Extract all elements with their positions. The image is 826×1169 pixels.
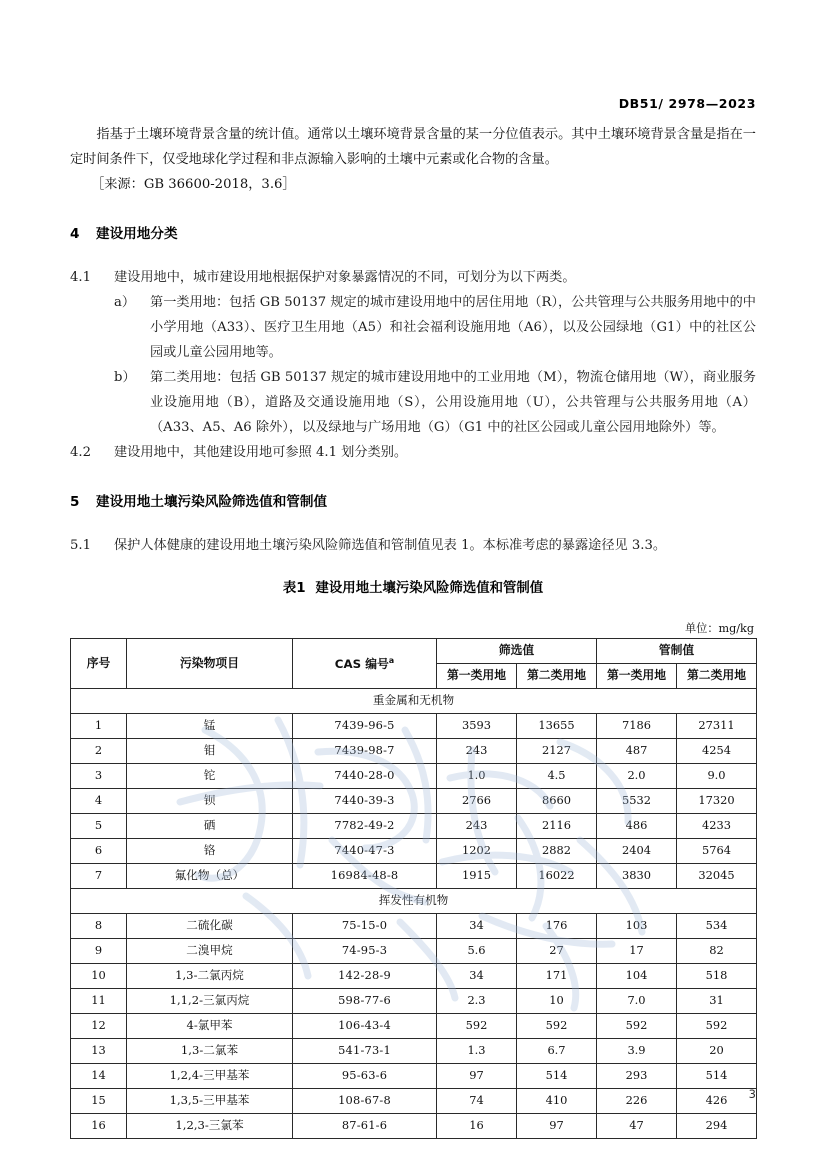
- cell-cas-number: 7440-47-3: [293, 839, 437, 864]
- cell-screening-land-1: 3593: [437, 714, 517, 739]
- clause-5-number: 5: [70, 494, 80, 510]
- clause-5-heading: [70, 491, 756, 513]
- cell-screening-land-2: 171: [517, 964, 597, 989]
- cell-cas-number: 7439-98-7: [293, 739, 437, 764]
- cell-control-land-1: 293: [597, 1064, 677, 1089]
- clause-4-2-text: 建设用地中，其他建设用地可参照 4.1 划分类别。: [114, 445, 408, 460]
- cell-control-land-2: 5764: [677, 839, 757, 864]
- cell-control-land-1: 592: [597, 1014, 677, 1039]
- cell-screening-land-1: 592: [437, 1014, 517, 1039]
- table-row: [71, 1064, 757, 1089]
- cell-pollutant-name: 钼: [127, 739, 293, 764]
- cell-seq: 3: [71, 764, 127, 789]
- cell-control-land-1: 3.9: [597, 1039, 677, 1064]
- cell-screening-land-1: 16: [437, 1114, 517, 1139]
- table-section-row: [71, 889, 757, 914]
- cell-pollutant-name: 二溴甲烷: [127, 939, 293, 964]
- col-header-cas: [293, 639, 437, 689]
- cell-seq: 14: [71, 1064, 127, 1089]
- cell-screening-land-2: 6.7: [517, 1039, 597, 1064]
- table-row: [71, 1014, 757, 1039]
- cell-cas-number: 7439-96-5: [293, 714, 437, 739]
- cell-screening-land-2: 8660: [517, 789, 597, 814]
- cell-pollutant-name: 1,2,4-三甲基苯: [127, 1064, 293, 1089]
- cell-control-land-2: 9.0: [677, 764, 757, 789]
- table-row: [71, 1039, 757, 1064]
- clause-4-number: 4: [70, 226, 80, 242]
- cell-cas-number: 541-73-1: [293, 1039, 437, 1064]
- cell-control-land-1: 7186: [597, 714, 677, 739]
- table-caption-title: 建设用地土壤污染风险筛选值和管制值: [315, 581, 544, 596]
- clause-4-1-label: 4.1: [70, 270, 91, 285]
- col-header-control-land-2: 第二类用地: [677, 664, 757, 689]
- cell-pollutant-name: 1,3-二氯苯: [127, 1039, 293, 1064]
- cell-pollutant-name: 4-氯甲苯: [127, 1014, 293, 1039]
- table-section-row: [71, 689, 757, 714]
- col-header-control: 管制值: [597, 639, 757, 664]
- table-row: [71, 714, 757, 739]
- clause-5-title: 建设用地土壤污染风险筛选值和管制值: [96, 494, 328, 510]
- col-header-control-land-1: 第一类用地: [597, 664, 677, 689]
- table-header-row-1: [71, 639, 757, 664]
- cell-control-land-2: 534: [677, 914, 757, 939]
- table-row: [71, 789, 757, 814]
- cell-pollutant-name: 1,2,3-三氯苯: [127, 1114, 293, 1139]
- clause-4-1-text: 建设用地中，城市建设用地根据保护对象暴露情况的不同，可划分为以下两类。: [114, 270, 576, 285]
- cell-pollutant-name: 氟化物（总）: [127, 864, 293, 889]
- table-row: [71, 964, 757, 989]
- cell-pollutant-name: 1,3,5-三甲基苯: [127, 1089, 293, 1114]
- cell-control-land-2: 592: [677, 1014, 757, 1039]
- table-row: [71, 989, 757, 1014]
- cell-control-land-2: 17320: [677, 789, 757, 814]
- cell-screening-land-2: 97: [517, 1114, 597, 1139]
- cell-cas-number: 74-95-3: [293, 939, 437, 964]
- page-content: [70, 122, 756, 1139]
- cell-control-land-2: 27311: [677, 714, 757, 739]
- cell-pollutant-name: 1,3-二氯丙烷: [127, 964, 293, 989]
- cell-cas-number: 16984-48-8: [293, 864, 437, 889]
- cell-seq: 13: [71, 1039, 127, 1064]
- cell-control-land-1: 5532: [597, 789, 677, 814]
- cell-seq: 4: [71, 789, 127, 814]
- cell-control-land-1: 104: [597, 964, 677, 989]
- table-section-title: 重金属和无机物: [71, 689, 757, 714]
- table-row: [71, 1114, 757, 1139]
- cell-screening-land-1: 74: [437, 1089, 517, 1114]
- cell-seq: 6: [71, 839, 127, 864]
- cell-control-land-2: 518: [677, 964, 757, 989]
- cell-control-land-1: 3830: [597, 864, 677, 889]
- table-row: [71, 764, 757, 789]
- cell-seq: 16: [71, 1114, 127, 1139]
- table-caption-number: 表1: [282, 581, 306, 596]
- cell-seq: 15: [71, 1089, 127, 1114]
- cell-pollutant-name: 钡: [127, 789, 293, 814]
- list-item: [114, 365, 756, 440]
- cell-seq: 7: [71, 864, 127, 889]
- cell-seq: 10: [71, 964, 127, 989]
- cell-screening-land-1: 243: [437, 814, 517, 839]
- cell-control-land-1: 226: [597, 1089, 677, 1114]
- cell-screening-land-2: 16022: [517, 864, 597, 889]
- cell-control-land-1: 2.0: [597, 764, 677, 789]
- cell-screening-land-2: 10: [517, 989, 597, 1014]
- cell-screening-land-2: 4.5: [517, 764, 597, 789]
- cell-control-land-1: 7.0: [597, 989, 677, 1014]
- table-head: [71, 639, 757, 689]
- cell-screening-land-1: 97: [437, 1064, 517, 1089]
- cell-screening-land-2: 176: [517, 914, 597, 939]
- cell-seq: 8: [71, 914, 127, 939]
- clause-5-1: [70, 533, 756, 558]
- col-header-seq: 序号: [71, 639, 127, 689]
- col-header-screening-land-2: 第二类用地: [517, 664, 597, 689]
- table-caption: [70, 578, 756, 600]
- cell-screening-land-2: 13655: [517, 714, 597, 739]
- table-row: [71, 939, 757, 964]
- col-header-screening-land-1: 第一类用地: [437, 664, 517, 689]
- cell-control-land-2: 514: [677, 1064, 757, 1089]
- table-row: [71, 814, 757, 839]
- cell-screening-land-2: 27: [517, 939, 597, 964]
- cell-control-land-2: 82: [677, 939, 757, 964]
- list-item: [114, 290, 756, 365]
- table-row: [71, 1089, 757, 1114]
- clause-4-heading: [70, 223, 756, 245]
- cell-cas-number: 598-77-6: [293, 989, 437, 1014]
- col-header-screening: 筛选值: [437, 639, 597, 664]
- running-header-standard-code: DB51/ 2978—2023: [618, 96, 756, 111]
- cell-cas-number: 106-43-4: [293, 1014, 437, 1039]
- cell-pollutant-name: 二硫化碳: [127, 914, 293, 939]
- cell-screening-land-1: 1915: [437, 864, 517, 889]
- table-section-title: 挥发性有机物: [71, 889, 757, 914]
- cell-cas-number: 7782-49-2: [293, 814, 437, 839]
- col-header-pollutant: 污染物项目: [127, 639, 293, 689]
- cell-cas-number: 75-15-0: [293, 914, 437, 939]
- cell-screening-land-2: 410: [517, 1089, 597, 1114]
- cell-screening-land-2: 2882: [517, 839, 597, 864]
- cell-control-land-2: 32045: [677, 864, 757, 889]
- cell-screening-land-1: 243: [437, 739, 517, 764]
- cell-cas-number: 7440-28-0: [293, 764, 437, 789]
- cell-control-land-1: 2404: [597, 839, 677, 864]
- cell-control-land-2: 4254: [677, 739, 757, 764]
- cell-cas-number: 108-67-8: [293, 1089, 437, 1114]
- cell-control-land-1: 103: [597, 914, 677, 939]
- clause-5-1-text: 保护人体健康的建设用地土壤污染风险筛选值和管制值见表 1。本标准考虑的暴露途径见 3.3。: [114, 538, 667, 553]
- clause-4-1: [70, 265, 756, 290]
- clause-4-2-label: 4.2: [70, 445, 91, 460]
- cell-control-land-2: 426: [677, 1089, 757, 1114]
- cell-screening-land-1: 5.6: [437, 939, 517, 964]
- clause-5-1-label: 5.1: [70, 538, 91, 553]
- cell-screening-land-1: 34: [437, 964, 517, 989]
- cell-seq: 1: [71, 714, 127, 739]
- cell-screening-land-1: 2.3: [437, 989, 517, 1014]
- cell-seq: 2: [71, 739, 127, 764]
- list-item-marker-b: b）: [114, 370, 136, 385]
- list-item-text-b: 第二类用地：包括 GB 50137 规定的城市建设用地中的工业用地（M），物流仓储用地（W），商业服务业设施用地（B），道路及交通设施用地（S），公用设施用地（U），公共管理与公共服务用地（A）（A33、A5、A6 除外），以及绿地与广场用地（G）（G1 中的社区公园或儿童公园用地除外）等。: [150, 370, 756, 435]
- table-row: [71, 864, 757, 889]
- cell-cas-number: 87-61-6: [293, 1114, 437, 1139]
- clause-4-title: 建设用地分类: [96, 226, 178, 242]
- source-reference: ［来源：GB 36600-2018，3.6］: [91, 177, 296, 192]
- table-row: [71, 914, 757, 939]
- col-header-cas-label: CAS 编号: [334, 656, 389, 671]
- cell-control-land-2: 20: [677, 1039, 757, 1064]
- cell-seq: 5: [71, 814, 127, 839]
- cell-control-land-2: 31: [677, 989, 757, 1014]
- cell-seq: 9: [71, 939, 127, 964]
- cell-control-land-1: 47: [597, 1114, 677, 1139]
- cell-seq: 12: [71, 1014, 127, 1039]
- cell-cas-number: 95-63-6: [293, 1064, 437, 1089]
- cell-control-land-1: 487: [597, 739, 677, 764]
- cas-footnote-marker: a: [388, 655, 395, 665]
- cell-pollutant-name: 铊: [127, 764, 293, 789]
- cell-seq: 11: [71, 989, 127, 1014]
- cell-cas-number: 7440-39-3: [293, 789, 437, 814]
- table-body: [71, 689, 757, 1139]
- list-item-text-a: 第一类用地：包括 GB 50137 规定的城市建设用地中的居住用地（R），公共管理与公共服务用地中的中小学用地（A33）、医疗卫生用地（A5）和社会福利设施用地（A6），以及公园绿地（G1）中的社区公园或儿童公园用地等。: [150, 295, 756, 360]
- cell-control-land-2: 294: [677, 1114, 757, 1139]
- definition-paragraph: 指基于土壤环境背景含量的统计值。通常以土壤环境背景含量的某一分位值表示。其中土壤环境背景含量是指在一定时间条件下，仅受地球化学过程和非点源输入影响的土壤中元素或化合物的含量。: [70, 127, 756, 167]
- clause-4-2: [70, 440, 756, 465]
- cell-screening-land-2: 2127: [517, 739, 597, 764]
- cell-pollutant-name: 锰: [127, 714, 293, 739]
- cell-control-land-1: 17: [597, 939, 677, 964]
- cell-screening-land-1: 1.0: [437, 764, 517, 789]
- risk-value-table: [70, 638, 757, 1139]
- cell-screening-land-2: 2116: [517, 814, 597, 839]
- table-unit-label: 单位：mg/kg: [684, 622, 754, 635]
- cell-screening-land-2: 592: [517, 1014, 597, 1039]
- list-item-marker-a: a）: [114, 295, 136, 310]
- cell-screening-land-1: 34: [437, 914, 517, 939]
- cell-screening-land-2: 514: [517, 1064, 597, 1089]
- cell-screening-land-1: 1.3: [437, 1039, 517, 1064]
- table-row: [71, 739, 757, 764]
- table-row: [71, 839, 757, 864]
- cell-pollutant-name: 硒: [127, 814, 293, 839]
- cell-screening-land-1: 1202: [437, 839, 517, 864]
- cell-cas-number: 142-28-9: [293, 964, 437, 989]
- page-number: 3: [748, 1087, 756, 1101]
- cell-pollutant-name: 1,1,2-三氯丙烷: [127, 989, 293, 1014]
- cell-control-land-2: 4233: [677, 814, 757, 839]
- cell-screening-land-1: 2766: [437, 789, 517, 814]
- cell-pollutant-name: 铬: [127, 839, 293, 864]
- cell-control-land-1: 486: [597, 814, 677, 839]
